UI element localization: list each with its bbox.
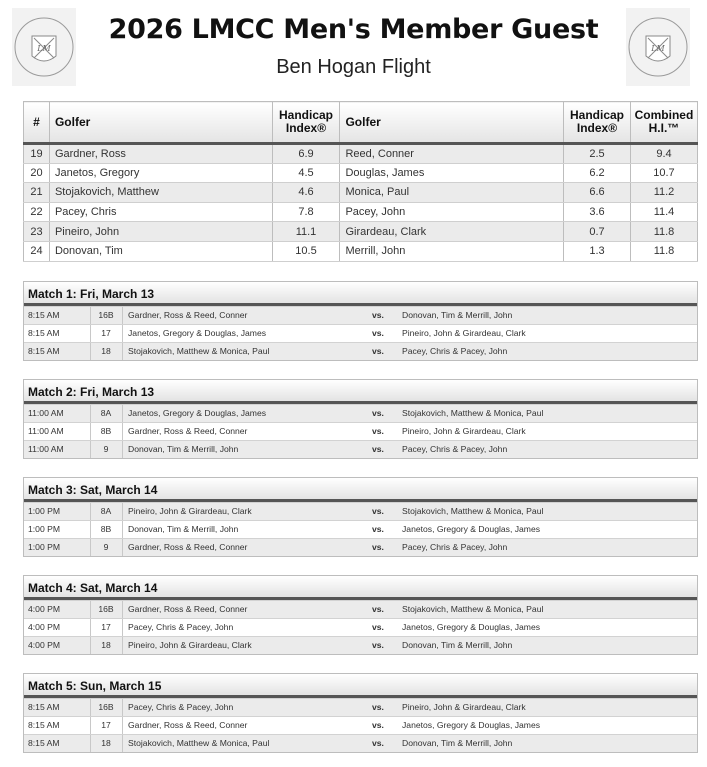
match-row (24, 600, 697, 618)
tee-time: 8:15 AM (28, 738, 60, 748)
flight-subtitle: Ben Hogan Flight (276, 56, 431, 78)
table-row (24, 144, 698, 164)
starting-hole: 17 (101, 328, 111, 338)
team-number: 20 (24, 163, 50, 183)
col-header-number: # (24, 102, 50, 144)
table-row (24, 163, 698, 183)
versus-label: vs. (372, 346, 384, 356)
team-one: Donovan, Tim & Merrill, John (128, 524, 239, 534)
golfer-name: Janetos, Gregory (49, 163, 272, 183)
starting-hole: 17 (101, 622, 111, 632)
starting-hole: 9 (103, 542, 109, 552)
match-row (24, 636, 697, 654)
team-two: Pacey, Chris & Pacey, John (402, 542, 508, 552)
team-one: Janetos, Gregory & Douglas, James (128, 408, 267, 418)
tee-time: 8:15 AM (28, 310, 60, 320)
table-row (24, 222, 698, 242)
tee-time: 4:00 PM (28, 604, 61, 614)
versus-label: vs. (372, 542, 384, 552)
handicap-index: 3.6 (564, 202, 631, 222)
pairings-header-row (24, 102, 698, 144)
golfer-name: Stojakovich, Matthew (49, 183, 272, 203)
team-one: Gardner, Ross & Reed, Conner (128, 604, 248, 614)
match-row (24, 520, 697, 538)
starting-hole: 17 (101, 720, 111, 730)
starting-hole: 18 (101, 738, 111, 748)
versus-label: vs. (372, 426, 384, 436)
team-two: Pacey, Chris & Pacey, John (402, 346, 508, 356)
team-two: Pineiro, John & Girardeau, Clark (402, 702, 526, 712)
team-two: Pacey, Chris & Pacey, John (402, 444, 508, 454)
tee-time: 8:15 AM (28, 346, 60, 356)
handicap-index: 1.3 (564, 241, 631, 261)
col-header-golfer: Golfer (49, 102, 272, 144)
match-title: Match 5: Sun, March 15 (24, 674, 697, 698)
team-one: Pacey, Chris & Pacey, John (128, 622, 234, 632)
match-title: Match 1: Fri, March 13 (24, 282, 697, 306)
tee-time: 1:00 PM (28, 506, 61, 516)
tee-time: 8:15 AM (28, 720, 60, 730)
team-one: Gardner, Ross & Reed, Conner (128, 426, 248, 436)
team-two: Donovan, Tim & Merrill, John (402, 640, 513, 650)
team-two: Janetos, Gregory & Douglas, James (402, 524, 541, 534)
tee-time: 4:00 PM (28, 622, 61, 632)
match-row (24, 698, 697, 716)
handicap-index: 4.5 (272, 163, 340, 183)
golfer-name: Pacey, John (340, 202, 564, 222)
table-row (24, 202, 698, 222)
match-row (24, 440, 697, 458)
handicap-index: 6.9 (272, 144, 340, 164)
col-header-handicap: Handicap Index® (564, 102, 631, 144)
golfer-name: Monica, Paul (340, 183, 564, 203)
tee-time: 1:00 PM (28, 524, 61, 534)
col-header-golfer: Golfer (340, 102, 564, 144)
combined-index: 10.7 (630, 163, 697, 183)
starting-hole: 18 (101, 346, 111, 356)
team-two: Janetos, Gregory & Douglas, James (402, 622, 541, 632)
versus-label: vs. (372, 604, 384, 614)
team-one: Janetos, Gregory & Douglas, James (128, 328, 267, 338)
match-title: Match 2: Fri, March 13 (24, 380, 697, 404)
team-two: Stojakovich, Matthew & Monica, Paul (402, 506, 544, 516)
starting-hole: 8B (100, 524, 112, 534)
golfer-name: Reed, Conner (340, 144, 564, 164)
handicap-index: 10.5 (272, 241, 340, 261)
match-block (23, 281, 698, 361)
team-one: Stojakovich, Matthew & Monica, Paul (128, 738, 270, 748)
tee-time: 4:00 PM (28, 640, 61, 650)
versus-label: vs. (372, 506, 384, 516)
tee-time: 1:00 PM (28, 542, 61, 552)
golfer-name: Pineiro, John (49, 222, 272, 242)
svg-text:LM: LM (37, 44, 51, 53)
match-row (24, 618, 697, 636)
versus-label: vs. (372, 640, 384, 650)
versus-label: vs. (372, 408, 384, 418)
col-header-combined: Combined H.I.™ (630, 102, 697, 144)
match-row (24, 324, 697, 342)
starting-hole: 8A (100, 408, 112, 418)
versus-label: vs. (372, 524, 384, 534)
match-row (24, 734, 697, 752)
team-two: Pineiro, John & Girardeau, Clark (402, 328, 526, 338)
col-header-handicap: Handicap Index® (272, 102, 340, 144)
team-number: 24 (24, 241, 50, 261)
handicap-index: 4.6 (272, 183, 340, 203)
handicap-index: 6.2 (564, 163, 631, 183)
combined-index: 11.8 (630, 241, 697, 261)
handicap-index: 6.6 (564, 183, 631, 203)
team-number: 19 (24, 144, 50, 164)
table-row (24, 241, 698, 261)
handicap-index: 0.7 (564, 222, 631, 242)
team-two: Pineiro, John & Girardeau, Clark (402, 426, 526, 436)
team-one: Gardner, Ross & Reed, Conner (128, 310, 248, 320)
match-title: Match 3: Sat, March 14 (24, 478, 697, 502)
team-one: Pineiro, John & Girardeau, Clark (128, 640, 252, 650)
tee-time: 11:00 AM (28, 444, 64, 454)
combined-index: 11.2 (630, 183, 697, 203)
starting-hole: 18 (101, 640, 111, 650)
combined-index: 11.8 (630, 222, 697, 242)
team-two: Donovan, Tim & Merrill, John (402, 310, 513, 320)
match-block (23, 477, 698, 557)
team-one: Pineiro, John & Girardeau, Clark (128, 506, 252, 516)
golfer-name: Merrill, John (340, 241, 564, 261)
team-one: Gardner, Ross & Reed, Conner (128, 542, 248, 552)
match-row (24, 502, 697, 520)
svg-text:LM: LM (651, 44, 665, 53)
team-one: Stojakovich, Matthew & Monica, Paul (128, 346, 270, 356)
golfer-name: Pacey, Chris (49, 202, 272, 222)
versus-label: vs. (372, 328, 384, 338)
golfer-name: Douglas, James (340, 163, 564, 183)
starting-hole: 16B (98, 702, 114, 712)
team-number: 23 (24, 222, 50, 242)
match-block (23, 575, 698, 655)
starting-hole: 8B (100, 426, 112, 436)
starting-hole: 16B (98, 310, 114, 320)
pairings-table (23, 101, 698, 262)
team-two: Donovan, Tim & Merrill, John (402, 738, 513, 748)
golfer-name: Gardner, Ross (49, 144, 272, 164)
tee-time: 11:00 AM (28, 408, 64, 418)
starting-hole: 16B (98, 604, 114, 614)
page-title: 2026 LMCC Men's Member Guest (108, 14, 599, 45)
versus-label: vs. (372, 622, 384, 632)
starting-hole: 9 (103, 444, 109, 454)
tee-time: 8:15 AM (28, 328, 60, 338)
tee-time: 11:00 AM (28, 426, 64, 436)
match-row (24, 342, 697, 360)
versus-label: vs. (372, 444, 384, 454)
table-row (24, 183, 698, 203)
team-number: 22 (24, 202, 50, 222)
handicap-index: 2.5 (564, 144, 631, 164)
match-row (24, 422, 697, 440)
match-row (24, 538, 697, 556)
combined-index: 11.4 (630, 202, 697, 222)
tee-time: 8:15 AM (28, 702, 60, 712)
golfer-name: Girardeau, Clark (340, 222, 564, 242)
match-block (23, 379, 698, 459)
team-one: Donovan, Tim & Merrill, John (128, 444, 239, 454)
team-two: Stojakovich, Matthew & Monica, Paul (402, 408, 544, 418)
versus-label: vs. (372, 702, 384, 712)
versus-label: vs. (372, 310, 384, 320)
versus-label: vs. (372, 738, 384, 748)
handicap-index: 7.8 (272, 202, 340, 222)
team-two: Stojakovich, Matthew & Monica, Paul (402, 604, 544, 614)
team-number: 21 (24, 183, 50, 203)
team-two: Janetos, Gregory & Douglas, James (402, 720, 541, 730)
match-row (24, 404, 697, 422)
versus-label: vs. (372, 720, 384, 730)
golfer-name: Donovan, Tim (49, 241, 272, 261)
match-block (23, 673, 698, 753)
team-one: Pacey, Chris & Pacey, John (128, 702, 234, 712)
match-row (24, 716, 697, 734)
match-title: Match 4: Sat, March 14 (24, 576, 697, 600)
combined-index: 9.4 (630, 144, 697, 164)
starting-hole: 8A (100, 506, 112, 516)
match-row (24, 306, 697, 324)
team-one: Gardner, Ross & Reed, Conner (128, 720, 248, 730)
handicap-index: 11.1 (272, 222, 340, 242)
